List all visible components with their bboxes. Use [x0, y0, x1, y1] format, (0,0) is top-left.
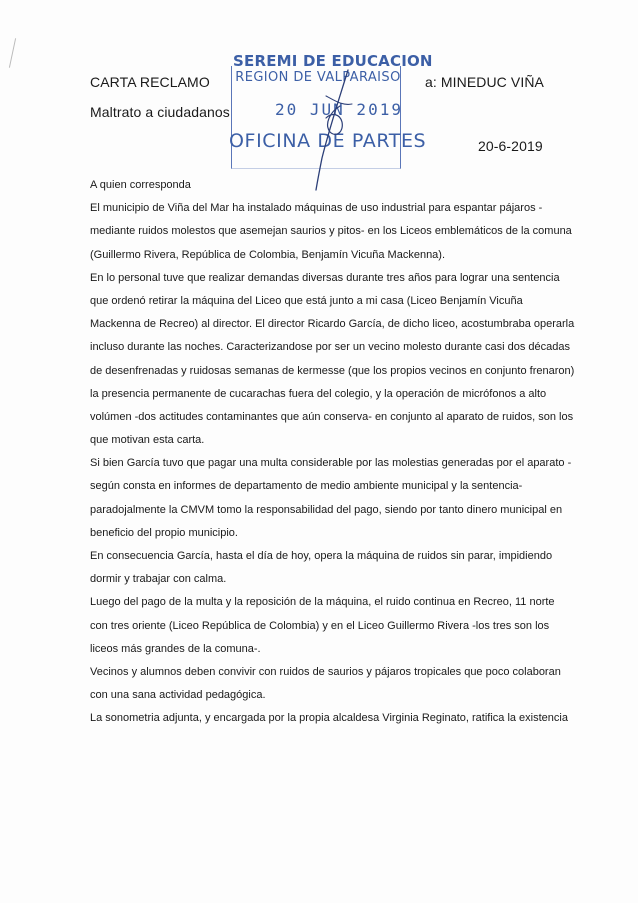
- letter-line: En lo personal tuve que realizar demandas diversas durante tres años para lograr una sentencia: [90, 271, 560, 284]
- letter-line: Mackenna de Recreo) al director. El director Ricardo García, de dicho liceo, acostumbraba operarla: [90, 318, 575, 331]
- letter-body: [90, 174, 575, 731]
- letter-line: con tres oriente (Liceo República de Colombia) y en el Liceo Guillermo Rivera -los tres son los: [90, 619, 550, 632]
- letter-line: de desenfrenadas y ruidosas semanas de kermesse (que los propios vecinos en conjunto frenaron): [90, 364, 575, 377]
- stamp-department: OFICINA DE PARTES: [229, 130, 427, 152]
- letter-line: A quien corresponda: [90, 179, 191, 191]
- letter-line: Vecinos y alumnos deben convivir con ruidos de saurios y pájaros tropicales que poco colaboran: [90, 665, 561, 678]
- letter-date: 20-6-2019: [478, 138, 543, 154]
- letter-line: (Guillermo Rivera, República de Colombia, Benjamín Vicuña Mackenna).: [90, 248, 446, 261]
- letter-addressee: a: MINEDUC VIÑA: [425, 74, 544, 90]
- letter-line: En consecuencia García, hasta el día de hoy, opera la máquina de ruidos sin parar, impidiendo: [90, 550, 553, 562]
- letter-title: CARTA RECLAMO: [90, 74, 210, 90]
- letter-line: mediante ruidos molestos que asemejan saurios y pitos- en los Liceos emblemáticos de la comuna: [90, 225, 572, 238]
- letter-line: El municipio de Viña del Mar ha instalado máquinas de uso industrial para espantar pájaros -: [90, 202, 543, 215]
- letter-line: con una sana actividad pedagógica.: [90, 689, 266, 702]
- letter-line: según consta en informes de departamento de medio ambiente municipal y la sentencia-: [90, 480, 523, 493]
- stamp-region: REGION DE VALPARAISO: [235, 70, 401, 85]
- letter-line: liceos más grandes de la comuna-.: [90, 642, 261, 655]
- letter-line: que motivan esta carta.: [90, 434, 205, 447]
- stamp-office-name: SEREMI DE EDUCACION: [233, 52, 433, 70]
- letter-line: que ordenó retirar la máquina del Liceo que está junto a mi casa (Liceo Benjamín Vicuña: [90, 294, 523, 307]
- letter-line: La sonometria adjunta, y encargada por la propia alcaldesa Virginia Reginato, ratifica la existencia: [90, 712, 568, 725]
- letter-subject: Maltrato a ciudadanos: [90, 104, 230, 120]
- letter-line: la presencia permanente de cucarachas fuera del colegio, y la operación de micrófonos a alto: [90, 387, 547, 400]
- letter-line: incluso durante las noches. Caracterizandose por ser un vecino molesto durante casi dos décadas: [90, 341, 570, 354]
- stamp-date: 20 JUN 2019: [275, 100, 403, 119]
- letter-line: Luego del pago de la multa y la reposición de la máquina, el ruido continua en Recreo, 11 norte: [90, 596, 555, 609]
- margin-pen-mark: [9, 38, 16, 68]
- letter-line: dormir y trabajar con calma.: [90, 573, 227, 586]
- letter-line: Si bien García tuvo que pagar una multa considerable por las molestias generadas por el aparato -: [90, 457, 572, 470]
- letter-line: beneficio del propio municipio.: [90, 526, 238, 539]
- letter-line: volúmen -dos actitudes contaminantes que aún conserva- en conjunto al aparato de ruidos, son los: [90, 410, 574, 423]
- letter-line: paradojalmente la CMVM tomo la responsabilidad del pago, siendo por tanto dinero municipal en: [90, 503, 563, 516]
